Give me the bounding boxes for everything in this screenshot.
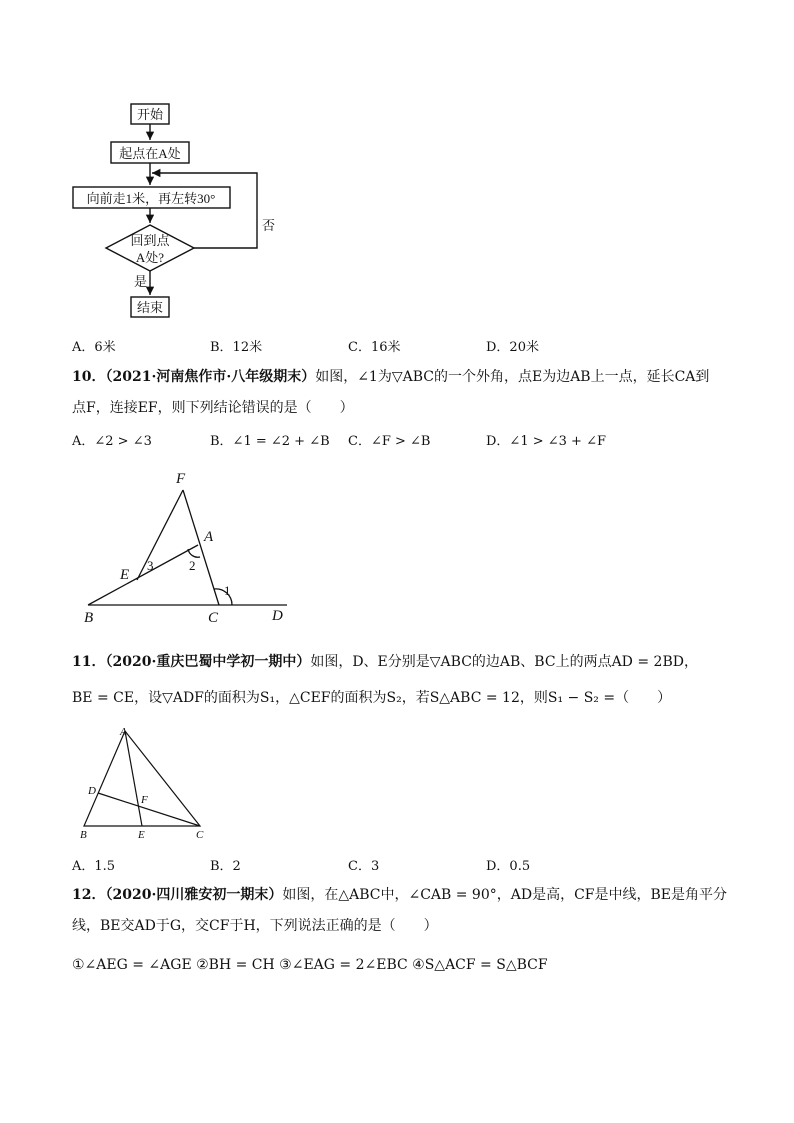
q10-angle-2: 2 (189, 558, 196, 573)
q12-line2: 线，BE交AD于G，交CF于H，下列说法正确的是（ ） (72, 918, 438, 934)
q10-number: 10． (72, 369, 106, 385)
q12-text-1: 如图，在△ABC中，∠CAB = 90°，AD是高，CF是中线，BE是角平分 (282, 887, 728, 903)
q11-option-b: B．2 (210, 859, 241, 874)
q11-text-1: 如图，D、E分别是▽ABC的边AB、BC上的两点AD = 2BD， (310, 654, 698, 670)
q11-label-c: C (196, 829, 204, 841)
q10-label-f: F (176, 471, 186, 487)
q11-label-e: E (138, 829, 145, 841)
q11-source: （2020·重庆巴蜀中学初一期中） (105, 654, 311, 670)
q10-label-e: E (120, 567, 130, 583)
flow-end-text: 结束 (136, 300, 164, 315)
q11-label-f: F (141, 794, 148, 806)
q10-label-a: A (204, 529, 214, 545)
q10-option-d: D．∠1 > ∠3 + ∠F (486, 434, 606, 449)
q11-option-c: C．3 (348, 859, 380, 874)
q11-option-a: A．1.5 (72, 859, 116, 874)
flow-step-text: 向前走1米，再左转30° (86, 191, 216, 206)
flow-no-label: 否 (262, 218, 276, 233)
q10-label-b: B (84, 610, 94, 626)
q10-line2: 点F，连接EF，则下列结论错误的是（ ） (72, 400, 354, 416)
q12-number: 12． (72, 887, 106, 903)
q10-option-b: B．∠1 = ∠2 + ∠B (210, 434, 330, 449)
q11-label-d: D (88, 785, 96, 797)
q12-source: （2020·四川雅安初一期末） (105, 887, 283, 903)
q10-label-d: D (272, 608, 283, 624)
flow-start-text: 开始 (136, 107, 164, 122)
flow-init-text: 起点在A处 (119, 146, 181, 161)
q11-option-d: D．0.5 (486, 859, 531, 874)
q10-triangle-figure (80, 462, 295, 630)
q11-number: 11． (72, 654, 106, 670)
q10-option-c: C．∠F > ∠B (348, 434, 431, 449)
q10-angle-1: 1 (224, 583, 231, 598)
flow-decision-text-2: A处? (135, 250, 165, 265)
q10-text-1: 如图，∠1为▽ABC的一个外角，点E为边AB上一点，延长CA到 (315, 369, 710, 385)
q10-line1 (72, 362, 709, 393)
q11-triangle-figure (74, 722, 224, 844)
q10-angle-3: 3 (147, 558, 154, 573)
q10-source: （2021·河南焦作市·八年级期末） (105, 369, 316, 385)
q10-label-c: C (208, 610, 219, 626)
flowchart (60, 96, 280, 326)
q11-line1 (72, 647, 698, 678)
q9-option-d: D．20米 (486, 340, 539, 355)
q11-label-b: B (80, 829, 87, 841)
q12-line3: ①∠AEG = ∠AGE ②BH = CH ③∠EAG = 2∠EBC ④S△ACF = S△BCF (72, 957, 548, 973)
q9-option-b: B．12米 (210, 340, 263, 355)
q11-label-a: A (120, 726, 127, 738)
q12-line1 (72, 880, 727, 911)
q10-option-a: A．∠2 > ∠3 (72, 434, 152, 449)
q9-option-c: C．16米 (348, 340, 401, 355)
flow-decision-text-1: 回到点 (130, 233, 170, 248)
q9-option-a: A．6米 (72, 340, 116, 355)
q11-line2: BE = CE，设▽ADF的面积为S₁，△CEF的面积为S₂，若S△ABC = 12，则S₁ − S₂ =（ ） (72, 690, 672, 706)
flow-yes-label: 是 (134, 274, 148, 289)
